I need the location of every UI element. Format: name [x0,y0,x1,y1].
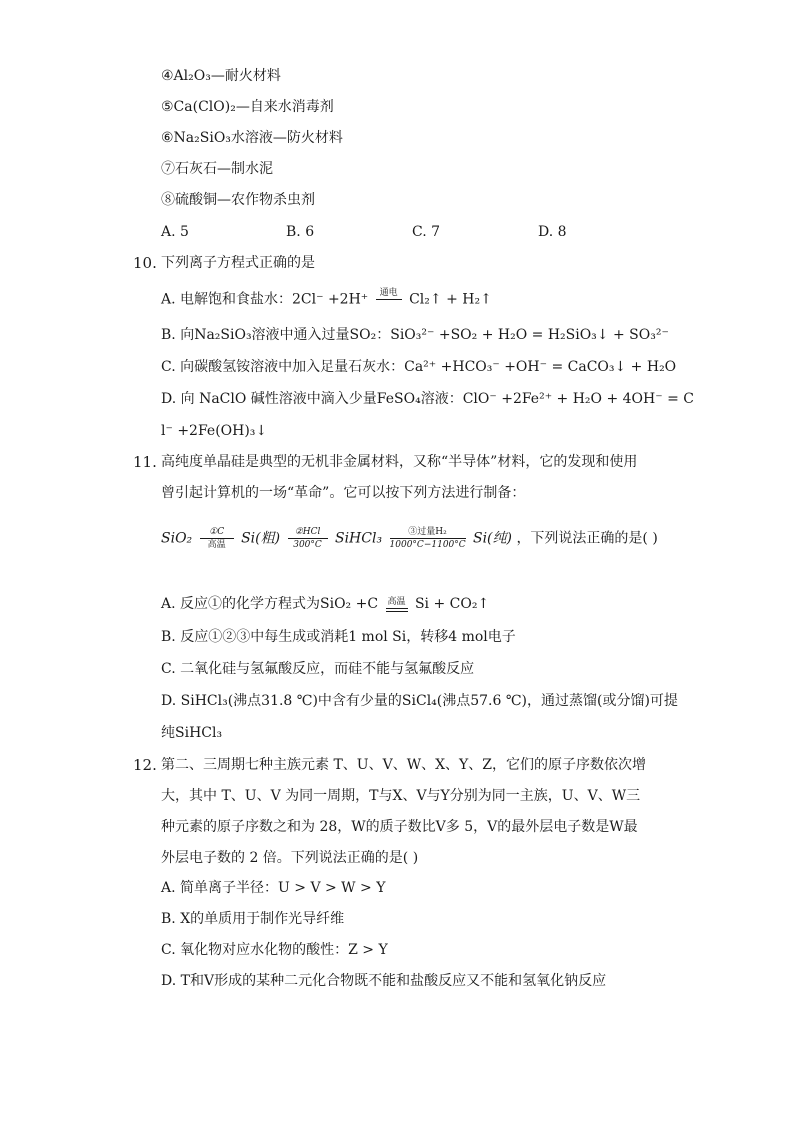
q11-stem-line1: 高纯度单晶硅是典型的无机非金属材料，又称“半导体”材料，它的发现和使用 [161,454,638,470]
q11-arrow-2-top: ②HCl [294,527,321,537]
q11-scheme-si-pure: Si(纯) [472,530,512,547]
q11-arrow-2-line [288,538,328,539]
q11-option-c: C. 二氧化硅与氢氟酸反应，而硅不能与氢氟酸反应 [161,661,475,677]
q11-a-prefix: A. 反应①的化学方程式为SiO₂ +C [161,596,379,612]
q11-scheme-arrow-3 [390,527,466,550]
q11-option-d-line1: D. SiHCl₃(沸点31.8 ℃)中含有少量的SiCl₄(沸点57.6 ℃)，通过蒸馏(或分馏)可提 [161,693,678,709]
q11-scheme-arrow-2 [288,527,328,550]
prev-item-5: ⑤Ca(ClO)₂—自来水消毒剂 [161,99,334,115]
q10-a-condition-arrow [376,288,402,311]
q10-a-suffix: Cl₂↑ + H₂↑ [409,291,492,308]
q11-a-condition: 高温 [387,596,406,607]
q12-stem-line2: 大，其中 T、U、V 为同一周期，T与X、V与Y分别为同一主族，U、V、W三 [161,788,641,804]
prev-item-7: ⑦石灰石—制水泥 [161,161,273,177]
q10-option-a [161,288,492,311]
q10-a-prefix: A. 电解饱和食盐水：2Cl⁻ +2H⁺ [161,291,369,308]
q10-option-b: B. 向Na₂SiO₃溶液中通入过量SO₂：SiO₃²⁻ +SO₂ + H₂O = H₂SiO₃↓ + SO₃²⁻ [161,327,669,343]
q10-option-d-line1: D. 向 NaClO 碱性溶液中滴入少量FeSO₄溶液：ClO⁻ +2Fe²⁺ + H₂O + 4OH⁻ = C [161,391,694,407]
q12-stem-line3: 种元素的原子序数之和为 28，W的质子数比V多 5，V的最外层电子数是W最 [161,819,638,835]
q11-arrow-3-bottom: 1000°C−1100°C [389,540,466,550]
prev-item-6: ⑥Na₂SiO₃水溶液—防火材料 [161,130,343,146]
q12-option-b: B. X的单质用于制作光导纤维 [161,911,345,927]
q11-option-d-line2: 纯SiHCl₃ [161,725,223,741]
q11-reaction-scheme [161,527,658,550]
prev-option-a: A. 5 [161,224,189,240]
q10-stem: 下列离子方程式正确的是 [161,255,315,271]
prev-option-d: D. 8 [538,224,567,240]
q12-number: 12. [133,756,157,774]
q11-number: 11. [133,453,157,471]
q12-stem-line1: 第二、三周期七种主族元素 T、U、V、W、X、Y、Z，它们的原子序数依次增 [161,757,647,773]
q12-option-c: C. 氧化物对应水化物的酸性：Z > Y [161,942,388,958]
q12-stem-line4: 外层电子数的 2 倍。下列说法正确的是( ) [161,850,419,866]
q12-option-d: D. T和V形成的某种二元化合物既不能和盐酸反应又不能和氢氧化钠反应 [161,973,607,989]
prev-options [161,222,581,242]
q10-number: 10. [133,254,157,272]
q10-option-d-line2: l⁻ +2Fe(OH)₃↓ [161,423,268,439]
q11-arrow-1-bottom: 高温 [207,540,226,550]
q11-a-suffix: Si + CO₂↑ [414,596,490,612]
q11-a-condition-equals [386,597,408,612]
q11-scheme-si-crude: Si(粗) [241,530,281,547]
q10-a-condition-line [376,299,402,300]
q11-option-a [161,594,489,614]
q11-scheme-sihcl3: SiHCl₃ [334,530,383,547]
q12-option-a: A. 简单离子半径：U > V > W > Y [161,880,386,896]
prev-option-b: B. 6 [286,224,315,240]
prev-item-8: ⑧硫酸铜—农作物杀虫剂 [161,192,315,208]
q11-arrow-3-top: ③过量H₂ [408,527,447,537]
q11-scheme-tail: ，下列说法正确的是( ) [516,530,658,547]
q10-option-c: C. 向碳酸氢铵溶液中加入足量石灰水：Ca²⁺ +HCO₃⁻ +OH⁻ = CaCO₃↓ + H₂O [161,359,677,375]
q11-arrow-1-top: ①C [209,527,225,537]
q11-arrow-2-bottom: 300°C [293,540,322,550]
q11-arrow-1-line [200,538,234,539]
q11-scheme-arrow-1 [200,527,234,550]
q11-scheme-sio2: SiO₂ [161,530,193,547]
prev-item-4: ④Al₂O₃—耐火材料 [161,68,281,84]
q11-option-b: B. 反应①②③中每生成或消耗1 mol Si，转移4 mol电子 [161,629,516,645]
q10-a-condition: 通电 [379,288,398,298]
q11-arrow-3-line [390,538,466,539]
prev-option-c: C. 7 [412,224,441,240]
q11-stem-line2: 曾引起计算机的一场“革命”。它可以按下列方法进行制备： [161,485,526,501]
